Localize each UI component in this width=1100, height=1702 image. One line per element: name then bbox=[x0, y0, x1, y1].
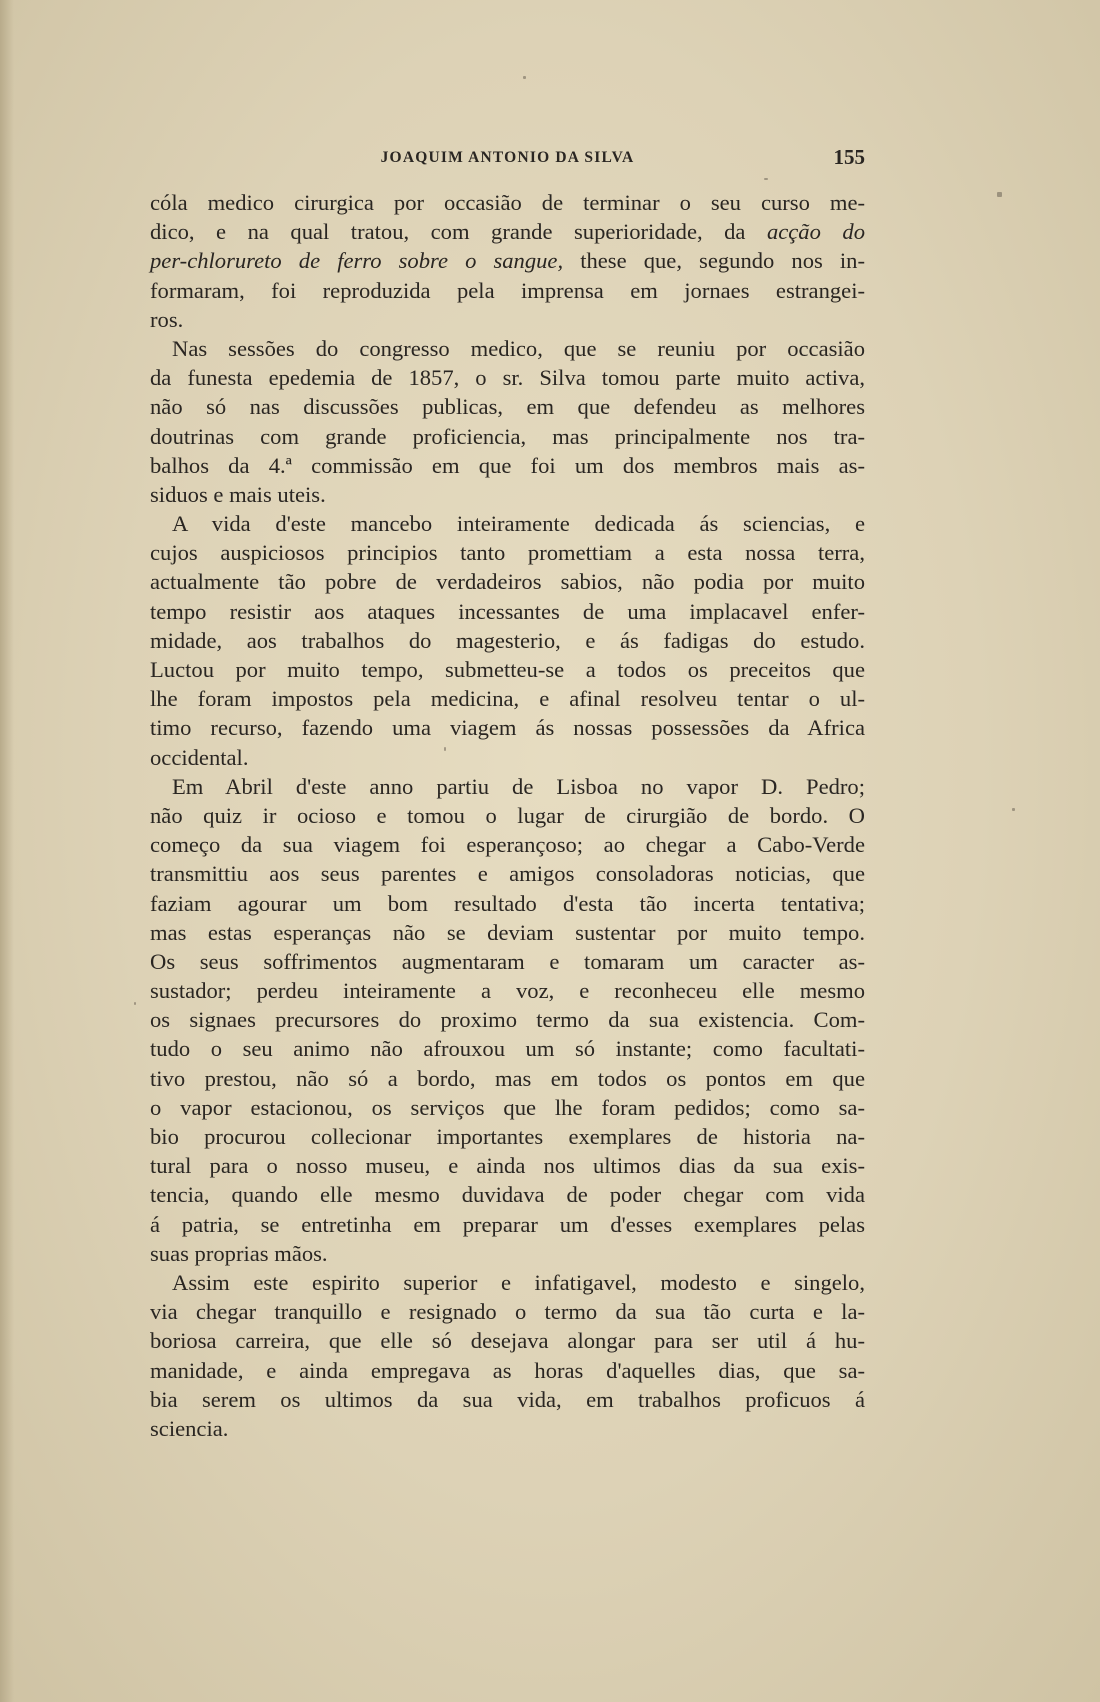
text-line: não só nas discussões publicas, em que defendeu as melhores bbox=[150, 394, 865, 420]
text-line: não quiz ir ocioso e tomou o lugar de cirurgião de bordo. O bbox=[150, 802, 865, 828]
text-line: transmittiu aos seus parentes e amigos consoladoras noticias, que bbox=[150, 861, 865, 887]
text-line: manidade, e ainda empregava as horas d'aquelles dias, que sa- bbox=[150, 1357, 865, 1383]
text-line: sustador; perdeu inteiramente a voz, e reconheceu elle mesmo bbox=[150, 978, 865, 1004]
text-line: per-chlorureto de ferro sobre o sangue, these que, segundo nos in- bbox=[150, 248, 865, 274]
text-line: ros. bbox=[150, 306, 184, 332]
page-number: 155 bbox=[833, 145, 865, 169]
text-line: occidental. bbox=[150, 744, 249, 770]
paper-speck bbox=[523, 76, 526, 79]
text-line: da funesta epedemia de 1857, o sr. Silva tomou parte muito activa, bbox=[150, 365, 865, 391]
text-line: timo recurso, fazendo uma viagem ás nossas possessões da Africa bbox=[150, 715, 865, 741]
text-line: tempo resistir aos ataques incessantes de uma implacavel enfer- bbox=[150, 598, 865, 624]
text-line: Nas sessões do congresso medico, que se reuniu por occasião bbox=[172, 335, 865, 361]
text-line: A vida d'este mancebo inteiramente dedicada ás sciencias, e bbox=[172, 511, 865, 537]
text-line: os signaes precursores do proximo termo da sua existencia. Com- bbox=[150, 1007, 865, 1033]
text-line: suas proprias mãos. bbox=[150, 1240, 328, 1266]
text-line: midade, aos trabalhos do magesterio, e ás fadigas do estudo. bbox=[150, 627, 865, 653]
text-line: formaram, foi reproduzida pela imprensa em jornaes estrangei- bbox=[150, 277, 865, 303]
paper-speck bbox=[997, 192, 1002, 197]
text-line: bia serem os ultimos da sua vida, em trabalhos proficuos á bbox=[150, 1386, 865, 1412]
text-line: tural para o nosso museu, e ainda nos ultimos dias da sua exis- bbox=[150, 1153, 865, 1179]
paper-speck bbox=[444, 747, 446, 751]
text-line: cóla medico cirurgica por occasião de terminar o seu curso me- bbox=[150, 190, 865, 215]
text-line: doutrinas com grande proficiencia, mas principalmente nos tra- bbox=[150, 423, 865, 449]
page-edge-shadow bbox=[0, 0, 14, 1702]
text-line: á patria, se entretinha em preparar um d'esses exemplares pelas bbox=[150, 1211, 865, 1237]
text-line: balhos da 4.ª commissão em que foi um dos membros mais as- bbox=[150, 452, 865, 478]
text-line: tencia, quando elle mesmo duvidava de poder chegar com vida bbox=[150, 1182, 865, 1208]
text-line: Assim este espirito superior e infatigavel, modesto e singelo, bbox=[172, 1269, 865, 1295]
text-line: Luctou por muito tempo, submetteu-se a todos os preceitos que bbox=[150, 657, 865, 682]
paper-speck bbox=[1012, 808, 1015, 811]
body-text bbox=[150, 188, 865, 1443]
italic-phrase: per-chlorureto de ferro sobre o sangue, bbox=[150, 248, 564, 274]
text-line: Em Abril d'este anno partiu de Lisboa no vapor D. Pedro; bbox=[172, 773, 865, 799]
text-line: tivo prestou, não só a bordo, mas em todos os pontos em que bbox=[150, 1065, 865, 1091]
text-line: lhe foram impostos pela medicina, e afinal resolveu tentar o ul- bbox=[150, 686, 865, 712]
text-line: cujos auspiciosos principios tanto promettiam a esta nossa terra, bbox=[150, 540, 865, 566]
text-line: bio procurou collecionar importantes exemplares de historia na- bbox=[150, 1124, 865, 1149]
text-line: começo da sua viagem foi esperançoso; ao chegar a Cabo-Verde bbox=[150, 832, 865, 858]
text-line: boriosa carreira, que elle só desejava alongar para ser util á hu- bbox=[150, 1328, 865, 1354]
text-line: actualmente tão pobre de verdadeiros sabios, não podia por muito bbox=[150, 569, 865, 595]
paper-speck bbox=[134, 1002, 136, 1005]
italic-phrase: acção do bbox=[766, 219, 865, 245]
text-line: dico, e na qual tratou, com grande superioridade, da acção do bbox=[150, 219, 865, 245]
text-line: Os seus soffrimentos augmentaram e tomaram um caracter as- bbox=[150, 948, 865, 974]
page-header bbox=[150, 147, 865, 171]
text-line: sciencia. bbox=[150, 1415, 229, 1441]
text-line: o vapor estacionou, os serviços que lhe foram pedidos; como sa- bbox=[150, 1094, 865, 1120]
running-title: JOAQUIM ANTONIO DA SILVA bbox=[380, 149, 635, 166]
paper-speck bbox=[764, 178, 768, 180]
text-line: mas estas esperanças não se deviam sustentar por muito tempo. bbox=[150, 919, 865, 945]
text-line: via chegar tranquillo e resignado o termo da sua tão curta e la- bbox=[150, 1299, 865, 1325]
text-line: siduos e mais uteis. bbox=[150, 481, 326, 507]
text-line: tudo o seu animo não afrouxou um só instante; como facultati- bbox=[150, 1036, 865, 1062]
text-line: faziam agourar um bom resultado d'esta tão incerta tentativa; bbox=[150, 890, 865, 916]
